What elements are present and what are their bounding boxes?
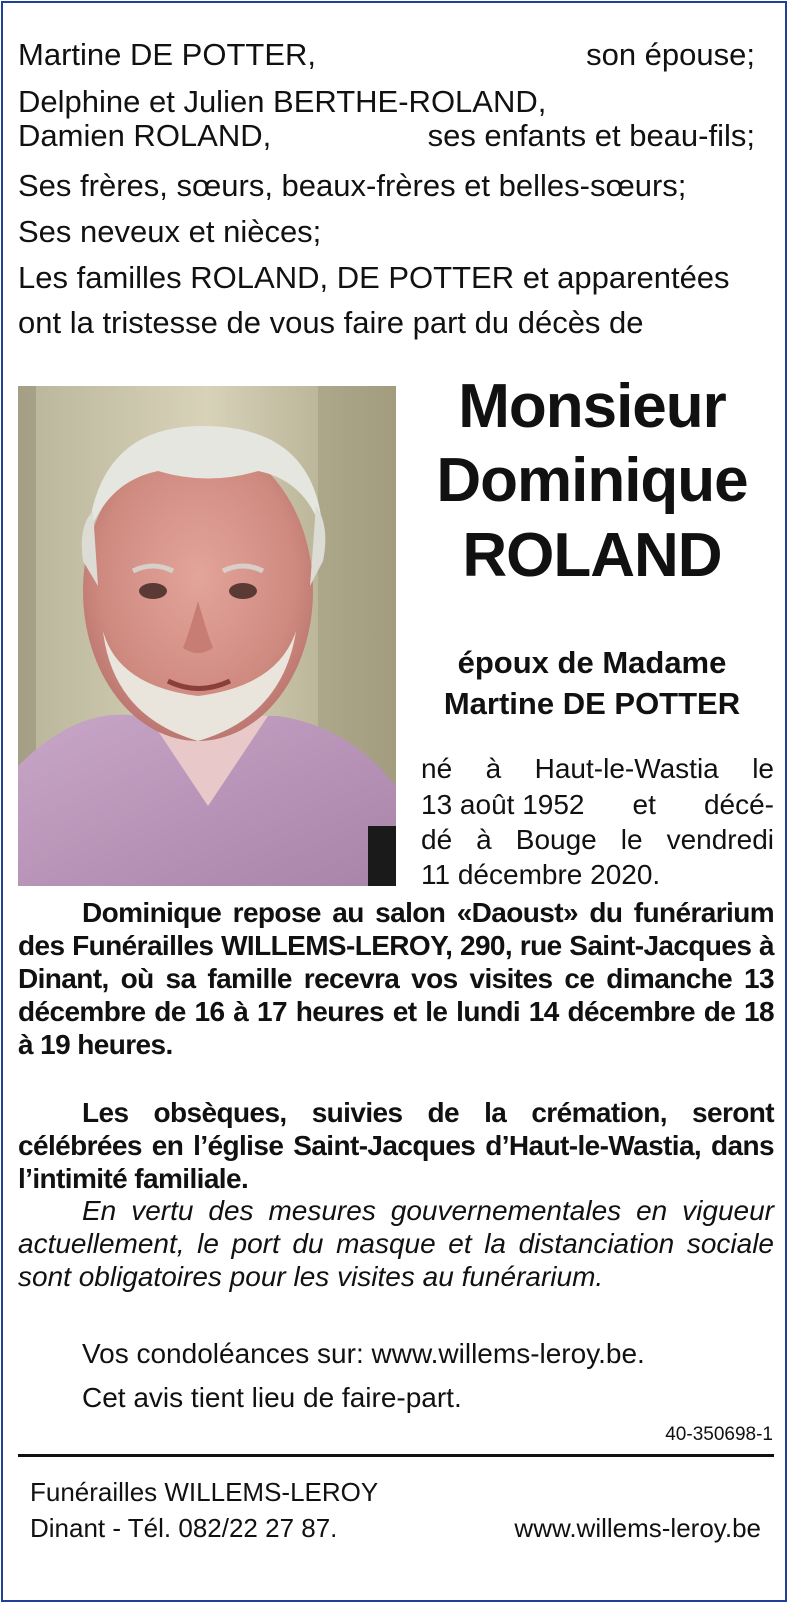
condolences-line: Vos condoléances sur: www.willems-leroy.be. xyxy=(82,1338,645,1369)
covid-paragraph: En vertu des mesures gouvernementales en vigueur actuellement, le port du masque et la distanciation sociale sont obligatoires pour les visites au funérarium. xyxy=(18,1195,774,1292)
birth-and: et xyxy=(632,789,656,820)
notice-line: Cet avis tient lieu de faire-part. xyxy=(82,1382,462,1413)
family-line-5: Ses neveux et nièces; xyxy=(18,214,322,249)
birth-line-2 xyxy=(421,788,774,821)
footer-company: Funérailles WILLEMS-LEROY xyxy=(30,1477,379,1507)
footer-divider xyxy=(18,1454,774,1457)
birth-line-1: né à Haut-le-Wastia le xyxy=(421,753,774,784)
family-line-6: Les familles ROLAND, DE POTTER et apparentées xyxy=(18,260,730,295)
birth-hyphen-word: décé- xyxy=(703,789,774,820)
footer-contact: Dinant - Tél. 082/22 27 87. xyxy=(30,1513,338,1543)
funeral-paragraph: Les obsèques, suivies de la crémation, seront célébrées en l’église Saint-Jacques d’Haut-le-Wastia, dans l’intimité familiale. xyxy=(18,1097,774,1194)
reference-number: 40-350698-1 xyxy=(665,1424,773,1445)
visitation-paragraph: Dominique repose au salon «Daoust» du funérarium des Funérailles WILLEMS-LEROY, 290, rue Saint-Jacques à Dinant, où sa famille recevra vos visites ce dimanche 13 décembre de 16 à 17 heures et le lundi 14 décembre de 18 à 19 heures. xyxy=(18,897,774,1060)
family-line-4: Ses frères, sœurs, beaux-frères et belles-sœurs; xyxy=(18,168,687,203)
family-line-3-role: ses enfants et beau-fils; xyxy=(427,118,755,153)
family-line-1-role: son épouse; xyxy=(586,37,755,72)
birth-line-3: dé à Bouge le vendredi xyxy=(421,824,774,855)
spouse-line-1: époux de Madame xyxy=(457,645,727,680)
title-line-1: Monsieur xyxy=(458,372,726,441)
footer-website: www.willems-leroy.be xyxy=(514,1513,761,1543)
spouse-line-2: Martine DE POTTER xyxy=(443,686,741,721)
portrait-photo xyxy=(18,386,396,886)
title-line-2: Dominique xyxy=(436,446,748,515)
family-line-2: Delphine et Julien BERTHE-ROLAND, xyxy=(18,84,547,119)
birth-line-4: 11 décembre 2020. xyxy=(421,859,661,890)
birth-date: 13 août 1952 xyxy=(421,789,585,820)
family-line-1-name: Martine DE POTTER, xyxy=(18,37,316,72)
title-line-3: ROLAND xyxy=(462,521,722,590)
family-line-3-name: Damien ROLAND, xyxy=(18,118,272,153)
family-line-7: ont la tristesse de vous faire part du décès de xyxy=(18,305,644,340)
